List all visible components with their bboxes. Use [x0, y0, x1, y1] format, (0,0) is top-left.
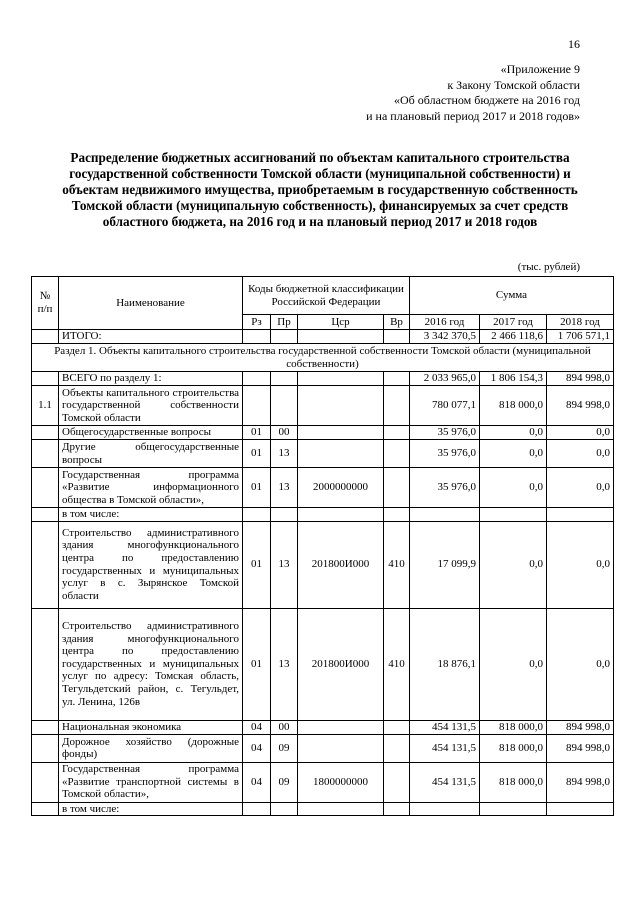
- row-2017: 0,0: [480, 426, 547, 440]
- table-row: [32, 440, 614, 468]
- table-row: [32, 468, 614, 508]
- row-2017: 0,0: [480, 521, 547, 608]
- total-2017: 2 466 118,6: [480, 330, 547, 344]
- row-pr: 13: [271, 468, 298, 508]
- row-2016: 780 077,1: [410, 386, 480, 426]
- row-2017: 818 000,0: [480, 734, 547, 762]
- table-row: [32, 802, 614, 816]
- row-num: 1.1: [32, 386, 59, 426]
- row-pr: 00: [271, 720, 298, 734]
- row-2017: 818 000,0: [480, 386, 547, 426]
- row-pr: 13: [271, 440, 298, 468]
- row-rz: 01: [243, 440, 271, 468]
- table-row: [32, 762, 614, 802]
- row-2018: 0,0: [547, 440, 614, 468]
- row-name: Другие общегосударственные вопросы: [59, 440, 243, 468]
- row-pr: 09: [271, 734, 298, 762]
- row-csr: 201800И000: [298, 608, 384, 720]
- row-2016: 35 976,0: [410, 468, 480, 508]
- row-2017: 818 000,0: [480, 762, 547, 802]
- row-rz: 01: [243, 521, 271, 608]
- row-csr: 201800И000: [298, 521, 384, 608]
- row-rz: 01: [243, 608, 271, 720]
- row-2016: 454 131,5: [410, 734, 480, 762]
- col-vr-header: Вр: [384, 315, 410, 330]
- row-name: в том числе:: [59, 802, 243, 816]
- row-2016: 35 976,0: [410, 440, 480, 468]
- budget-table: [31, 276, 614, 816]
- section-total-label: ВСЕГО по разделу 1:: [59, 372, 243, 386]
- row-pr: 13: [271, 608, 298, 720]
- row-2018: 894 998,0: [547, 720, 614, 734]
- section-total-2016: 2 033 965,0: [410, 372, 480, 386]
- row-2018: 894 998,0: [547, 762, 614, 802]
- section-total-2017: 1 806 154,3: [480, 372, 547, 386]
- table-row: [32, 521, 614, 608]
- row-csr: 2000000000: [298, 468, 384, 508]
- document-title: Распределение бюджетных ассигнований по объектам капитального строительства государственной собственности Томской области (муниципальной собственности) и объектам недвижимого имущества, приобретаемым в государственную собственность Томской области (муниципальную собственность), финансируемых за счет средств областного бюджета, на 2016 год и на плановый период 2017 и 2018 годов: [62, 150, 578, 229]
- row-2018: 0,0: [547, 426, 614, 440]
- row-2018: 894 998,0: [547, 734, 614, 762]
- row-name: Дорожное хозяйство (дорожные фонды): [59, 734, 243, 762]
- row-name: Государственная программа «Развитие информационного общества в Томской области»,: [59, 468, 243, 508]
- col-csr-header: Цср: [298, 315, 384, 330]
- col-2016-header: 2016 год: [410, 315, 480, 330]
- row-name: Объекты капитального строительства государственной собственности Томской области: [59, 386, 243, 426]
- appendix-header: [240, 62, 580, 124]
- table-row: [32, 426, 614, 440]
- row-rz: 01: [243, 468, 271, 508]
- row-rz: 04: [243, 734, 271, 762]
- appendix-line: «Об областном бюджете на 2016 год: [394, 93, 580, 107]
- header-row: [32, 277, 614, 315]
- row-pr: 13: [271, 521, 298, 608]
- col-2017-header: 2017 год: [480, 315, 547, 330]
- row-name: Строительство административного здания многофункционального центра по предоставлению государственных и муниципальных услуг по адресу: Томская область, Тегульдетский район, с. Тегульдет, ул. Ленина, 126в: [59, 608, 243, 720]
- col-pr-header: Пр: [271, 315, 298, 330]
- row-2016: 454 131,5: [410, 720, 480, 734]
- col-codes-header: Коды бюджетной классификации Российской Федерации: [243, 277, 410, 315]
- table-row: [32, 508, 614, 522]
- appendix-line: к Закону Томской области: [447, 77, 580, 92]
- appendix-line: «Приложение 9: [500, 62, 580, 76]
- row-2018: 894 998,0: [547, 386, 614, 426]
- col-rz-header: Рз: [243, 315, 271, 330]
- row-vr: 410: [384, 608, 410, 720]
- row-2018: 0,0: [547, 468, 614, 508]
- row-name: Государственная программа «Развитие транспортной системы в Томской области»,: [59, 762, 243, 802]
- table-row: [32, 608, 614, 720]
- row-2016: 35 976,0: [410, 426, 480, 440]
- total-2018: 1 706 571,1: [547, 330, 614, 344]
- section-1-title: Раздел 1. Объекты капитального строительства государственной собственности Томской области (муниципальной собственности): [32, 344, 614, 372]
- row-rz: 04: [243, 762, 271, 802]
- table-row: [32, 734, 614, 762]
- page-number: 16: [568, 37, 580, 51]
- row-name: Национальная экономика: [59, 720, 243, 734]
- row-vr: 410: [384, 521, 410, 608]
- table-row: [32, 386, 614, 426]
- row-rz: 01: [243, 426, 271, 440]
- col-sum-header: Сумма: [410, 277, 614, 315]
- row-csr: 1800000000: [298, 762, 384, 802]
- row-2016: 17 099,9: [410, 521, 480, 608]
- total-2016: 3 342 370,5: [410, 330, 480, 344]
- table-row: [32, 720, 614, 734]
- row-2017: 0,0: [480, 468, 547, 508]
- col-name-header: Наименование: [59, 277, 243, 330]
- row-2018: 0,0: [547, 608, 614, 720]
- row-pr: 00: [271, 426, 298, 440]
- units-note: (тыс. рублей): [517, 261, 580, 273]
- row-2017: 0,0: [480, 440, 547, 468]
- row-name: в том числе:: [59, 508, 243, 522]
- row-2016: 18 876,1: [410, 608, 480, 720]
- section-total-2018: 894 998,0: [547, 372, 614, 386]
- total-label: ИТОГО:: [59, 330, 243, 344]
- row-pr: 09: [271, 762, 298, 802]
- row-2018: 0,0: [547, 521, 614, 608]
- row-2017: 818 000,0: [480, 720, 547, 734]
- row-2017: 0,0: [480, 608, 547, 720]
- col-2018-header: 2018 год: [547, 315, 614, 330]
- section-total-row: [32, 372, 614, 386]
- row-name: Общегосударственные вопросы: [59, 426, 243, 440]
- col-num-header: № п/п: [32, 277, 59, 330]
- appendix-line: и на плановый период 2017 и 2018 годов»: [366, 108, 580, 123]
- row-2016: 454 131,5: [410, 762, 480, 802]
- section-title-row: [32, 344, 614, 372]
- row-rz: 04: [243, 720, 271, 734]
- total-row: [32, 330, 614, 344]
- row-name: Строительство административного здания многофункционального центра по предоставлению государственных и муниципальных услуг в с. Зырянское Томской области: [59, 521, 243, 608]
